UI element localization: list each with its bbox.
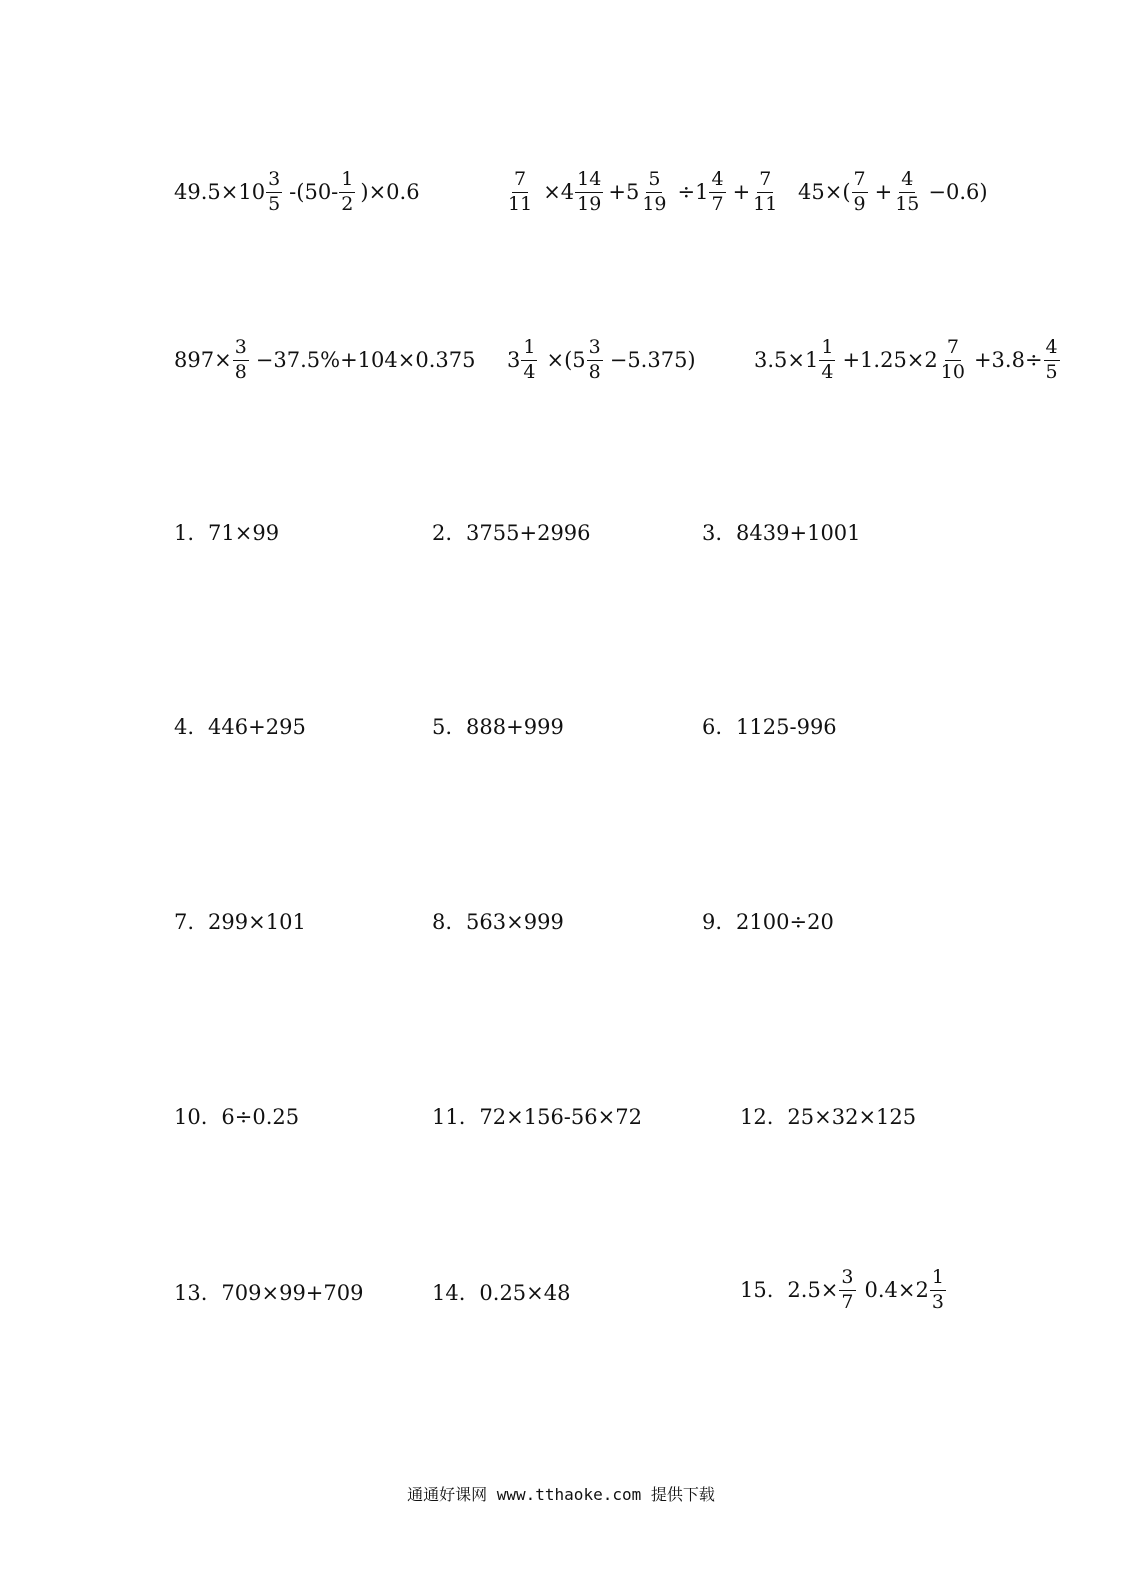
fraction: [751, 170, 779, 215]
numerator: 4: [899, 170, 915, 193]
problem-expr: 299×101: [208, 910, 306, 934]
problem-expr: 2100÷20: [736, 910, 834, 934]
expr-text: +: [874, 179, 893, 204]
problem-label: 2.: [432, 521, 453, 545]
fraction: [233, 338, 249, 383]
denominator: 11: [753, 192, 778, 215]
problem-expr: 709×99+709: [221, 1281, 364, 1305]
numerator: 7: [852, 170, 868, 193]
expr-text: 2.5×: [787, 1277, 839, 1302]
fraction: [709, 170, 725, 215]
expr-text: +3.8÷: [973, 347, 1043, 372]
denominator: 19: [642, 192, 667, 215]
expr-text: ×4: [543, 179, 575, 204]
problem-expr: 71×99: [208, 521, 280, 545]
denominator: 8: [588, 360, 601, 383]
denominator: 3: [931, 1290, 944, 1313]
expression-row1-2: [505, 170, 780, 215]
problem-4: [174, 717, 306, 738]
denominator: 7: [841, 1290, 854, 1313]
denominator: 10: [940, 360, 965, 383]
fraction: [930, 1268, 946, 1313]
problem-1: [174, 523, 279, 544]
numerator: 1: [521, 338, 537, 361]
problem-10: [174, 1107, 299, 1128]
numerator: 5: [646, 170, 662, 193]
expr-text: 897×: [174, 347, 232, 372]
problem-13: [174, 1283, 363, 1304]
denominator: 4: [523, 360, 536, 383]
problem-label: 3.: [702, 521, 723, 545]
denominator: 9: [853, 192, 866, 215]
problem-expr: 0.25×48: [479, 1281, 571, 1305]
fraction: [640, 170, 668, 215]
fraction: [819, 338, 835, 383]
problem-14: [432, 1283, 570, 1304]
fraction: [839, 1268, 855, 1313]
numerator: 7: [757, 170, 773, 193]
problem-expr: 3755+2996: [466, 521, 591, 545]
numerator: 3: [266, 170, 282, 193]
denominator: 15: [895, 192, 920, 215]
expr-text: -(50-: [289, 179, 339, 204]
expr-text: +5: [608, 179, 640, 204]
expr-text: 0.4×2: [864, 1277, 929, 1302]
problem-expr: 446+295: [208, 715, 306, 739]
expr-text: 45×(: [798, 179, 851, 204]
problem-label: 12.: [740, 1105, 774, 1129]
problem-label: 15.: [740, 1277, 774, 1302]
denominator: 8: [234, 360, 247, 383]
expr-text: 3: [507, 347, 521, 372]
fraction: [339, 170, 355, 215]
numerator: 7: [945, 338, 961, 361]
fraction: [587, 338, 603, 383]
problem-label: 7.: [174, 910, 195, 934]
problem-label: 4.: [174, 715, 195, 739]
problem-expr: 6÷0.25: [221, 1105, 300, 1129]
fraction: [506, 170, 534, 215]
problem-expr: 8439+1001: [736, 521, 861, 545]
expr-text: )×0.6: [360, 179, 420, 204]
expr-text: 3.5×1: [754, 347, 819, 372]
problem-12: [740, 1107, 916, 1128]
problem-label: 6.: [702, 715, 723, 739]
numerator: 7: [512, 170, 528, 193]
numerator: 3: [233, 338, 249, 361]
fraction: [266, 170, 282, 215]
fraction: [852, 170, 868, 215]
expr-text: ×(5: [546, 347, 586, 372]
problem-label: 14.: [432, 1281, 466, 1305]
problem-11: [432, 1107, 642, 1128]
page-footer: 通通好课网 www.tthaoke.com 提供下载: [407, 1485, 715, 1504]
problem-5: [432, 717, 564, 738]
expression-row1-1: [174, 170, 420, 215]
expr-text: −0.6): [928, 179, 988, 204]
problem-label: 11.: [432, 1105, 466, 1129]
expr-text: ÷1: [677, 179, 709, 204]
expr-text: −5.375): [609, 347, 696, 372]
fraction: [1044, 338, 1060, 383]
numerator: 4: [1044, 338, 1060, 361]
denominator: 5: [268, 192, 281, 215]
problem-label: 10.: [174, 1105, 208, 1129]
numerator: 3: [587, 338, 603, 361]
denominator: 5: [1045, 360, 1058, 383]
problem-15: [740, 1268, 947, 1313]
expression-row2-3: [754, 338, 1061, 383]
problem-6: [702, 717, 837, 738]
fraction: [893, 170, 921, 215]
problem-8: [432, 912, 564, 933]
problem-label: 9.: [702, 910, 723, 934]
problem-2: [432, 523, 591, 544]
expression-row2-1: [174, 338, 475, 383]
numerator: 1: [819, 338, 835, 361]
denominator: 11: [508, 192, 533, 215]
expr-text: −37.5%+104×0.375: [255, 347, 476, 372]
denominator: 4: [821, 360, 834, 383]
problem-label: 5.: [432, 715, 453, 739]
numerator: 1: [339, 170, 355, 193]
denominator: 7: [711, 192, 724, 215]
problem-3: [702, 523, 861, 544]
numerator: 4: [709, 170, 725, 193]
denominator: 19: [577, 192, 602, 215]
denominator: 2: [341, 192, 354, 215]
problem-label: 1.: [174, 521, 195, 545]
problem-expr: 72×156-56×72: [479, 1105, 642, 1129]
problem-label: 8.: [432, 910, 453, 934]
numerator: 1: [930, 1268, 946, 1291]
problem-expr: 563×999: [466, 910, 564, 934]
fraction: [939, 338, 967, 383]
expression-row1-3: [798, 170, 988, 215]
problem-expr: 888+999: [466, 715, 564, 739]
problem-9: [702, 912, 834, 933]
expr-text: +1.25×2: [842, 347, 938, 372]
numerator: 14: [575, 170, 603, 193]
fraction: [575, 170, 603, 215]
problem-expr: 25×32×125: [787, 1105, 917, 1129]
expr-text: +: [732, 179, 751, 204]
problem-expr: 1125-996: [736, 715, 837, 739]
expr-text: 49.5×10: [174, 179, 266, 204]
problem-label: 13.: [174, 1281, 208, 1305]
expression-row2-2: [507, 338, 696, 383]
numerator: 3: [839, 1268, 855, 1291]
fraction: [521, 338, 537, 383]
problem-7: [174, 912, 306, 933]
